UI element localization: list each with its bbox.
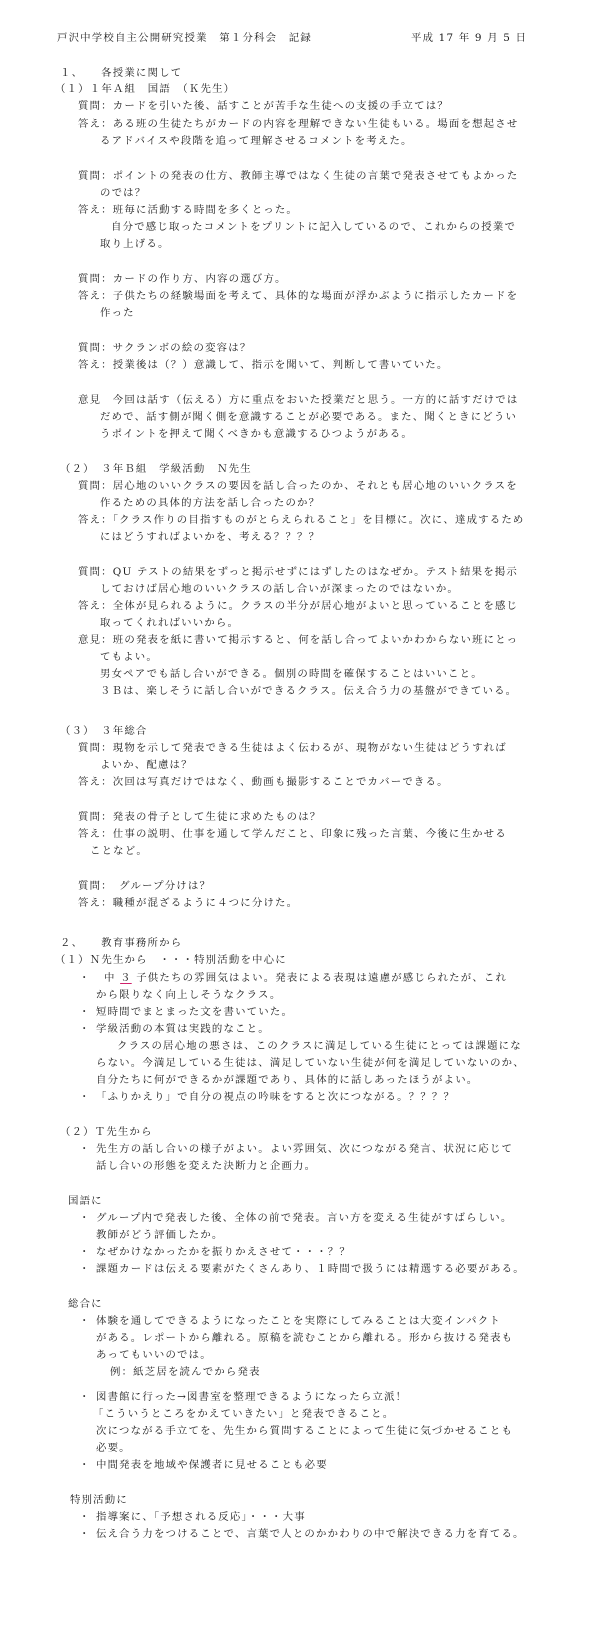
answer-text: 答え：班毎に活動する時間を多くとった。 (78, 204, 299, 216)
opinion-text: うポイントを押えて聞くべきかも意識するひつようがある。 (100, 428, 413, 440)
answer-text: にはどうすればよいかを、考える？？？？ (100, 531, 321, 543)
bullet-text: クラスの居心地の悪さは、このクラスに満足している生徒にとっては課題にな (117, 1040, 522, 1052)
bullet-icon: ・ (79, 1263, 91, 1275)
tokkatsu-heading: 特別活動に (70, 1494, 128, 1506)
bullet-text: 体験を通してできるようになったことを実際にしてみることは大変インパクト (96, 1315, 501, 1327)
bullet-text: 学級活動の本質は実践的なこと。 (96, 1023, 270, 1035)
question-text: 質問：ポイントの発表の仕方、教師主導ではなく生徒の言葉で発表させてもよかった (78, 170, 519, 182)
bullet-icon: ・ (79, 1246, 91, 1258)
subsection-1-2-title: （２） ３年Ｂ組 学級活動 Ｎ先生 (60, 463, 252, 475)
bullet-text: 次につながる手立てを、先生から質問することによって生徒に気づかせることも (96, 1425, 514, 1437)
answer-text: 答え：職種が混ざるように４つに分けた。 (78, 897, 299, 909)
question-text: 質問：居心地のいいクラスの要因を話し合ったのか、それとも居心地のいいクラスを (78, 480, 518, 492)
bullet-icon: ・ (79, 1023, 91, 1035)
subsection-2-1-title: （１）Ｎ先生から ・・・特別活動を中心に (55, 954, 287, 966)
bullet-text: 中間発表を地域や保護者に見せることも必要 (96, 1459, 328, 1471)
bullet-text: 必要。 (96, 1442, 131, 1454)
bullet-text: 伝え合う力をつけることで、言葉で人とのかかわりの中で解決できる力を育てる。 (96, 1528, 525, 1540)
bullet-text: 話し合いの形態を変えた決断力と企画力。 (96, 1160, 317, 1172)
kokugo-heading: 国語に (68, 1195, 103, 1207)
question-text: 質問：カードの作り方、内容の選び方。 (78, 273, 287, 285)
answer-text: 答え：仕事の説明、仕事を通して学んだこと、印象に残った言葉、今後に生かせる (78, 828, 507, 840)
bullet-text: グループ内で発表した後、全体の前で発表。言い方を変える生徒がすばらしい。 (96, 1212, 513, 1224)
answer-text: 自分で感じ取ったコメントをプリントに記入しているので、これからの授業で (111, 221, 517, 233)
bullet-icon: ・ (79, 1391, 91, 1403)
bullet-text: 先生方の話し合いの様子がよい。よい雰囲気、次につながる発言、状況に応じて (96, 1143, 514, 1155)
answer-text: 答え：全体が見られるように。クラスの半分が居心地がよいと思っていることを感じ (78, 600, 519, 612)
bullet-text: 「こういうところをかえていきたい」と発表できること。 (93, 1408, 395, 1420)
answer-text: 答え：子供たちの経験場面を考えて、具体的な場面が浮かぶように指示したカードを (78, 290, 519, 302)
bullet-text: あってもいいのでは。 (96, 1349, 212, 1361)
bullet-icon: ・ (79, 1143, 91, 1155)
answer-text: 答え：次回は写真だけではなく、動画も撮影することでカバーできる。 (78, 776, 449, 788)
bullet-text: 図書館に行った→図書室を整理できるようになったら立派！ (96, 1391, 408, 1403)
bullet-text: 教師がどう評価したか。 (96, 1229, 224, 1241)
question-text: 質問：QU テストの結果をずっと掲示せずにはずしたのはなぜか。テスト結果を掲示 (78, 566, 518, 578)
bullet-icon: ・ (79, 1006, 91, 1018)
subsection-2-2-title: （２）Ｔ先生から (60, 1126, 153, 1138)
bullet-text: から限りなく向上しそうなクラス。 (96, 989, 282, 1001)
sogo-heading: 総合に (68, 1298, 103, 1310)
bullet-icon: ・ (79, 1212, 91, 1224)
bullet-text: 課題カードは伝える要素がたくさんあり、１時間で扱うには精選する必要がある。 (96, 1263, 525, 1275)
question-text: のでは？ (100, 187, 147, 199)
bullet-text: 自分たちに何ができるかが課題であり、具体的に話しあったほうがよい。 (96, 1074, 479, 1086)
opinion-text: てもよい。 (100, 651, 158, 663)
answer-text: 作った (100, 307, 135, 319)
answer-text: 取ってくれればいいから。 (100, 617, 240, 629)
bullet-icon: ・ (79, 1528, 91, 1540)
opinion-text: 男女ペアでも話し合いができる。個別の時間を確保することはいいこと。 (100, 668, 483, 680)
answer-text: 答え：授業後は（？）意識して、指示を聞いて、判断して書いていた。 (78, 359, 449, 371)
bullet-icon: ・ (79, 1459, 91, 1471)
question-text: 質問：発表の骨子として生徒に求めたものは？ (78, 811, 322, 823)
section-1-heading: １、 各授業に関して (60, 67, 183, 79)
opinion-text: だめで、話す側が聞く側を意識することが必要である。また、聞くときにどうい (100, 411, 518, 423)
answer-text: 答え：「クラス作りの目指すものがとらえられること」を目標に。次に、達成するため (78, 514, 525, 526)
bullet-text: 指導案に、「予想される反応」・・・大事 (96, 1511, 306, 1523)
question-text: 作るための具体的方法を話し合ったのか？ (100, 497, 321, 509)
question-text: よいか、配慮は？ (100, 759, 193, 771)
answer-text: 取り上げる。 (100, 238, 170, 250)
answer-text: 答え：ある班の生徒たちがカードの内容を理解できない生徒もいる。場面を想起させ (78, 118, 519, 130)
bullet-icon: ・ (79, 1315, 91, 1327)
bullet-text (104, 971, 507, 985)
bullet-icon: ・ (79, 972, 91, 984)
bullet-text: がある。レポートから離れる。原稿を読むことから離れる。形から抜ける発表も (96, 1332, 514, 1344)
opinion-text: 意見：班の発表を紙に書いて掲示すると、何を話し合ってよいかわからない班にとっ (78, 634, 519, 646)
subsection-1-1-title: （１）１年Ａ組 国語 （Ｋ先生） (55, 83, 236, 95)
document-title: 戸沢中学校自主公開研究授業 第１分科会 記録 (57, 32, 312, 44)
opinion-text: 意見 今回は話す（伝える）方に重点をおいた授業だと思う。一方的に話すだけでは (78, 394, 519, 406)
document-date: 平成 17 年 9 月 5 日 (411, 32, 528, 44)
bullet-icon: ・ (79, 1511, 91, 1523)
bullet-text: 「ふりかえり」で自分の視点の吟味をすると次につながる。？？？？ (96, 1091, 456, 1103)
question-text: しておけば居心地のいいクラスの話し合いが深まったのではないか。 (100, 583, 459, 595)
question-text: 質問： グループ分けは？ (78, 880, 212, 892)
bullet-text: なぜかけなかったかを振りかえさせて・・・？？ (96, 1246, 351, 1258)
answer-text: るアドバイスや段階を追って理解させるコメントを考えた。 (100, 135, 413, 147)
answer-text: ことなど。 (90, 845, 148, 857)
underlined-grade: ３ (120, 972, 132, 984)
section-2-heading: ２、 教育事務所から (60, 937, 183, 949)
opinion-text: ３Ｂは、楽しそうに話し合いができるクラス。伝え合う力の基盤ができている。 (100, 685, 518, 697)
question-text: 質問：現物を示して発表できる生徒はよく伝わるが、現物がない生徒はどうすれば (78, 742, 507, 754)
subsection-1-3-title: （３） ３年総合 (60, 725, 148, 737)
question-text: 質問：サクランボの絵の変容は？ (78, 342, 252, 354)
bullet-text: 短時間でまとまった文を書いていた。 (96, 1006, 294, 1018)
bullet-text: 例：紙芝居を読んでから発表 (110, 1366, 261, 1378)
question-text: 質問：カードを引いた後、話すことが苦手な生徒への支援の手立ては？ (78, 100, 449, 112)
bullet-text-rest: 子供たちの雰囲気はよい。発表による表現は遠慮が感じられたが、これ (136, 972, 508, 984)
bullet-icon: ・ (79, 1091, 91, 1103)
bullet-text-prefix: 中 (104, 972, 116, 984)
bullet-text: らない。今満足している生徒は、満足していない生徒が何を満足していないのか、 (96, 1057, 525, 1069)
